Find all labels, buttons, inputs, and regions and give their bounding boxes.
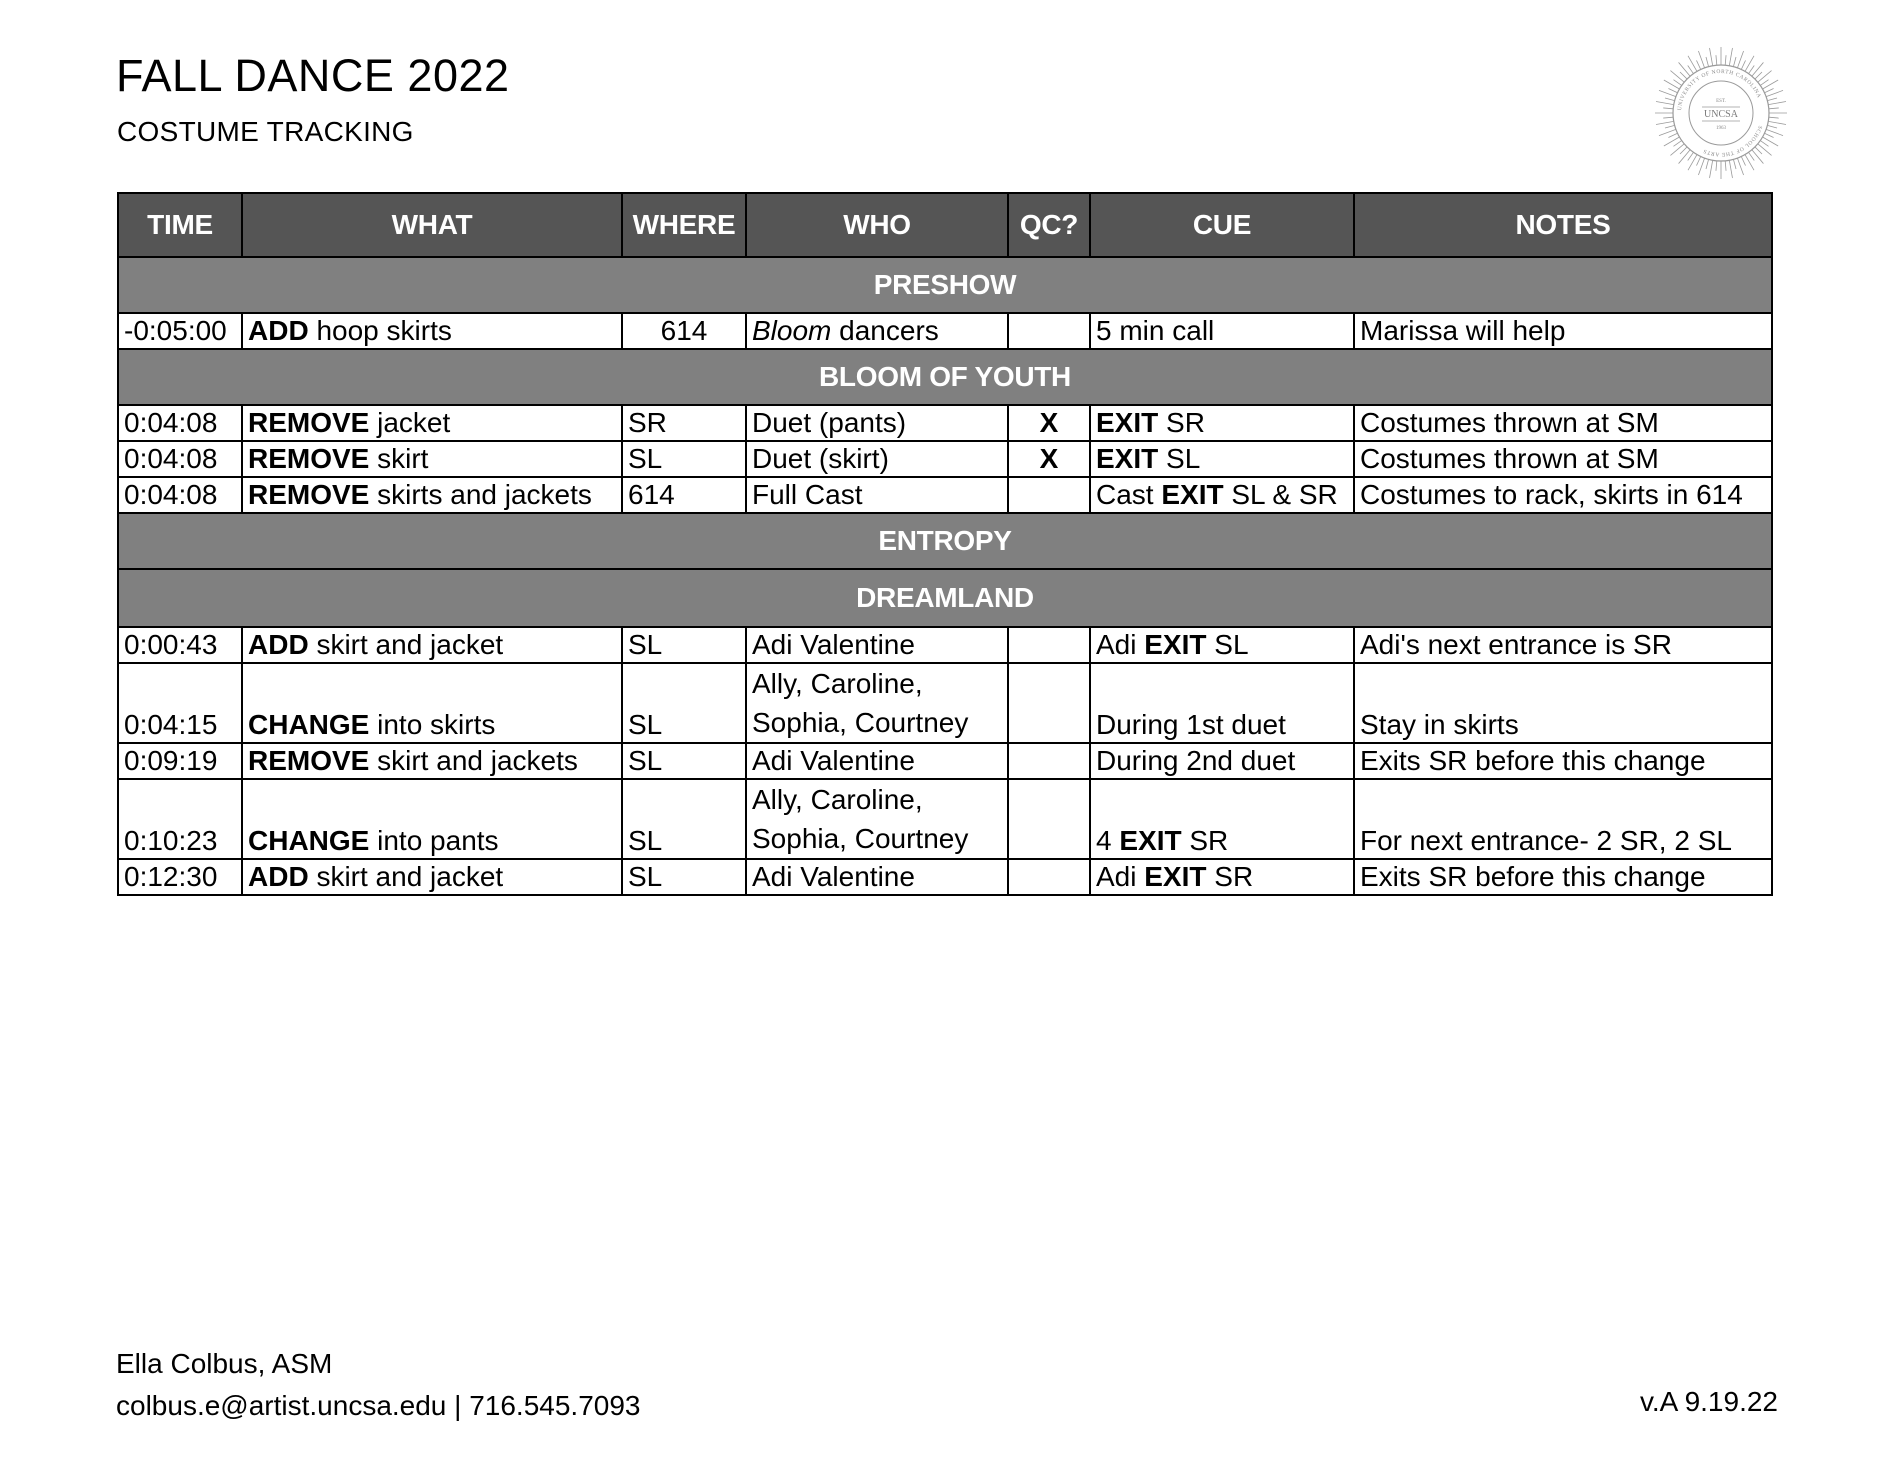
seal-ray	[1659, 129, 1676, 135]
column-header-what: WHAT	[242, 193, 622, 257]
cell-where: 614	[622, 313, 746, 349]
seal-ray	[1752, 62, 1764, 76]
what-verb: REMOVE	[248, 745, 370, 776]
table-row	[118, 743, 1772, 779]
seal-ray	[1758, 71, 1772, 83]
svg-text:SCHOOL OF THE ARTS: SCHOOL OF THE ARTS	[1702, 124, 1763, 158]
seal-ray	[1688, 56, 1697, 72]
cue-pre: Cast	[1096, 479, 1162, 510]
seal-ray	[1696, 157, 1700, 166]
cue-exit: EXIT	[1096, 443, 1159, 474]
section-row	[118, 349, 1772, 405]
table-row	[118, 313, 1772, 349]
seal-ray	[1729, 160, 1732, 178]
cell-who: Duet (skirt)	[746, 441, 1008, 477]
cell-what	[242, 405, 622, 441]
seal-ray	[1673, 80, 1681, 86]
seal-ray	[1670, 144, 1684, 156]
what-detail: into pants	[369, 825, 499, 856]
cell-cue	[1090, 859, 1354, 895]
cell-who	[746, 779, 1008, 859]
what-detail: skirt and jacket	[308, 629, 504, 660]
table-row	[118, 663, 1772, 743]
cue-post: SR	[1206, 861, 1254, 892]
section-row	[118, 257, 1772, 313]
table-row	[118, 779, 1772, 859]
footer-author: Ella Colbus, ASM	[116, 1348, 333, 1379]
what-detail: into skirts	[369, 709, 496, 740]
cell-notes: Exits SR before this change	[1354, 743, 1772, 779]
seal-ray	[1665, 98, 1675, 101]
cell-qc	[1008, 477, 1090, 513]
cell-notes: For next entrance- 2 SR, 2 SL	[1354, 779, 1772, 859]
seal-ray	[1679, 150, 1691, 164]
column-header-cue: CUE	[1090, 193, 1354, 257]
seal-ray	[1680, 72, 1687, 79]
cue-pre: Adi	[1096, 861, 1145, 892]
what-verb: REMOVE	[248, 479, 370, 510]
what-detail: hoop skirts	[308, 315, 452, 346]
page-title: FALL DANCE 2022	[116, 50, 510, 101]
seal-ray	[1688, 152, 1694, 160]
seal-ray	[1680, 147, 1687, 154]
cell-what	[242, 743, 622, 779]
cell-time: 0:12:30	[118, 859, 242, 895]
cell-notes: Marissa will help	[1354, 313, 1772, 349]
who-show-name: Bloom	[752, 315, 832, 346]
cell-what	[242, 477, 622, 513]
seal-ray	[1755, 147, 1762, 154]
seal-ray	[1679, 62, 1691, 76]
cell-time: 0:04:08	[118, 441, 242, 477]
cell-who: Full Cast	[746, 477, 1008, 513]
cell-time: 0:10:23	[118, 779, 242, 859]
seal-ray	[1760, 80, 1768, 86]
cell-where: SL	[622, 663, 746, 743]
table-row	[118, 405, 1772, 441]
cell-qc	[1008, 313, 1090, 349]
cell-where: SL	[622, 627, 746, 663]
seal-ray	[1670, 71, 1684, 83]
seal-ray	[1737, 158, 1743, 175]
table-row	[118, 441, 1772, 477]
cell-qc	[1008, 627, 1090, 663]
seal-ray	[1737, 51, 1743, 68]
cue-post: SR	[1181, 825, 1229, 856]
seal-ray	[1710, 48, 1713, 66]
seal-est-text: EST.	[1716, 99, 1726, 104]
seal-ray	[1698, 51, 1704, 68]
seal-ray	[1668, 133, 1677, 137]
seal-ray	[1752, 150, 1764, 164]
cue-pre: 4	[1096, 825, 1120, 856]
seal-ray	[1741, 60, 1745, 69]
what-detail: skirt	[369, 443, 429, 474]
seal-ray	[1668, 88, 1677, 92]
what-detail: skirts and jackets	[369, 479, 592, 510]
column-header-where: WHERE	[622, 193, 746, 257]
table-row	[118, 859, 1772, 895]
cell-cue	[1090, 405, 1354, 441]
cell-notes: Costumes to rack, skirts in 614	[1354, 477, 1772, 513]
cue-exit: EXIT	[1161, 479, 1224, 510]
cell-who	[746, 313, 1008, 349]
what-detail: skirt and jacket	[308, 861, 504, 892]
cell-what	[242, 627, 622, 663]
cell-who	[746, 663, 1008, 743]
cell-cue	[1090, 477, 1354, 513]
seal-ray	[1765, 133, 1774, 137]
seal-ray	[1696, 60, 1700, 69]
what-verb: ADD	[248, 861, 309, 892]
costume-tracking-table	[117, 192, 1773, 896]
what-verb: CHANGE	[248, 825, 370, 856]
cue-post: SL	[1206, 629, 1249, 660]
seal-ray	[1664, 80, 1680, 89]
who-names: Ally, Caroline, Sophia, Courtney	[752, 668, 969, 738]
cell-what	[242, 663, 622, 743]
what-verb: REMOVE	[248, 407, 370, 438]
seal-ray	[1765, 88, 1774, 92]
who-detail: dancers	[831, 315, 939, 346]
column-header-notes: NOTES	[1354, 193, 1772, 257]
seal-ray	[1745, 56, 1754, 72]
seal-ray	[1733, 57, 1736, 67]
uncsa-seal-logo	[1654, 46, 1788, 180]
seal-ray	[1769, 108, 1779, 109]
cell-where: SL	[622, 441, 746, 477]
table-row	[118, 627, 1772, 663]
cell-notes: Costumes thrown at SM	[1354, 441, 1772, 477]
cell-notes: Exits SR before this change	[1354, 859, 1772, 895]
seal-ray	[1659, 90, 1676, 96]
what-detail: skirt and jackets	[369, 745, 578, 776]
what-detail: jacket	[369, 407, 451, 438]
cue-exit: EXIT	[1144, 629, 1207, 660]
cell-time: 0:04:15	[118, 663, 242, 743]
seal-ray	[1656, 102, 1674, 105]
seal-center-text: UNCSA	[1704, 109, 1738, 120]
column-header-qc: QC?	[1008, 193, 1090, 257]
seal-ray	[1710, 160, 1713, 178]
cell-where: SL	[622, 779, 746, 859]
cue-post: SL	[1158, 443, 1201, 474]
seal-ray	[1768, 121, 1786, 124]
seal-ray	[1725, 161, 1726, 171]
cell-what	[242, 779, 622, 859]
seal-ray	[1768, 102, 1786, 105]
table-header-row	[118, 193, 1772, 257]
page-subtitle: COSTUME TRACKING	[117, 116, 414, 147]
seal-ray	[1758, 144, 1772, 156]
cell-time: 0:00:43	[118, 627, 242, 663]
seal-ray	[1763, 137, 1779, 146]
seal-ray	[1665, 125, 1675, 128]
seal-ray	[1763, 80, 1779, 89]
cell-cue	[1090, 627, 1354, 663]
cell-where: 614	[622, 477, 746, 513]
cell-cue	[1090, 779, 1354, 859]
seal-ray	[1749, 152, 1755, 160]
seal-ray	[1716, 55, 1717, 65]
column-header-time: TIME	[118, 193, 242, 257]
cell-cue	[1090, 441, 1354, 477]
seal-ray	[1749, 65, 1755, 73]
cell-qc	[1008, 779, 1090, 859]
cell-who: Duet (pants)	[746, 405, 1008, 441]
section-entropy: ENTROPY	[118, 513, 1772, 569]
seal-ray	[1766, 129, 1783, 135]
seal-ray	[1706, 57, 1709, 67]
section-row	[118, 569, 1772, 627]
what-verb: ADD	[248, 629, 309, 660]
seal-ray	[1769, 117, 1779, 118]
cell-what	[242, 441, 622, 477]
section-row	[118, 513, 1772, 569]
cell-time: 0:04:08	[118, 477, 242, 513]
cell-time: -0:05:00	[118, 313, 242, 349]
seal-ray	[1725, 55, 1726, 65]
seal-ray	[1663, 108, 1673, 109]
section-bloom-of-youth: BLOOM OF YOUTH	[118, 349, 1772, 405]
cell-time: 0:09:19	[118, 743, 242, 779]
cell-qc	[1008, 859, 1090, 895]
section-dreamland: DREAMLAND	[118, 569, 1772, 627]
seal-ray	[1706, 159, 1709, 169]
cell-who: Adi Valentine	[746, 859, 1008, 895]
seal-ray	[1698, 158, 1704, 175]
cell-qc: X	[1008, 441, 1090, 477]
cell-where: SL	[622, 859, 746, 895]
table-row	[118, 477, 1772, 513]
what-verb: REMOVE	[248, 443, 370, 474]
cell-qc	[1008, 743, 1090, 779]
cell-who: Adi Valentine	[746, 627, 1008, 663]
seal-ray	[1688, 65, 1694, 73]
seal-ray	[1745, 155, 1754, 171]
seal-ray	[1760, 141, 1768, 147]
cue-exit: EXIT	[1144, 861, 1207, 892]
cell-qc: X	[1008, 405, 1090, 441]
cue-exit: EXIT	[1119, 825, 1182, 856]
cell-cue: During 1st duet	[1090, 663, 1354, 743]
who-names: Ally, Caroline, Sophia, Courtney	[752, 784, 969, 854]
seal-ray	[1733, 159, 1736, 169]
seal-ray	[1767, 125, 1777, 128]
cell-what	[242, 313, 622, 349]
footer-contact: colbus.e@artist.uncsa.edu | 716.545.7093	[116, 1390, 641, 1421]
seal-ray	[1716, 161, 1717, 171]
seal-ray	[1766, 90, 1783, 96]
seal-ray	[1755, 72, 1762, 79]
cue-pre: Adi	[1096, 629, 1145, 660]
what-verb: ADD	[248, 315, 309, 346]
cue-post: SL & SR	[1223, 479, 1338, 510]
cell-who: Adi Valentine	[746, 743, 1008, 779]
section-preshow: PRESHOW	[118, 257, 1772, 313]
cell-qc	[1008, 663, 1090, 743]
svg-text:UNIVERSITY OF NORTH CAROLINA: UNIVERSITY OF NORTH CAROLINA	[1677, 68, 1762, 111]
cell-where: SL	[622, 743, 746, 779]
cell-notes: Adi's next entrance is SR	[1354, 627, 1772, 663]
cell-time: 0:04:08	[118, 405, 242, 441]
cell-where: SR	[622, 405, 746, 441]
what-verb: CHANGE	[248, 709, 370, 740]
cell-cue: During 2nd duet	[1090, 743, 1354, 779]
cell-what	[242, 859, 622, 895]
seal-ray	[1688, 155, 1697, 171]
cell-notes: Stay in skirts	[1354, 663, 1772, 743]
cell-cue: 5 min call	[1090, 313, 1354, 349]
cue-exit: EXIT	[1096, 407, 1159, 438]
seal-year-text: 1963	[1716, 126, 1726, 131]
seal-ray	[1741, 157, 1745, 166]
seal-ray	[1656, 121, 1674, 124]
cell-notes: Costumes thrown at SM	[1354, 405, 1772, 441]
version-label: v.A 9.19.22	[1639, 1386, 1778, 1417]
cue-post: SR	[1158, 407, 1205, 438]
seal-ray	[1673, 141, 1681, 147]
seal-ray	[1663, 117, 1673, 118]
column-header-who: WHO	[746, 193, 1008, 257]
seal-ray	[1767, 98, 1777, 101]
seal-ray	[1664, 137, 1680, 146]
seal-ray	[1729, 48, 1732, 66]
